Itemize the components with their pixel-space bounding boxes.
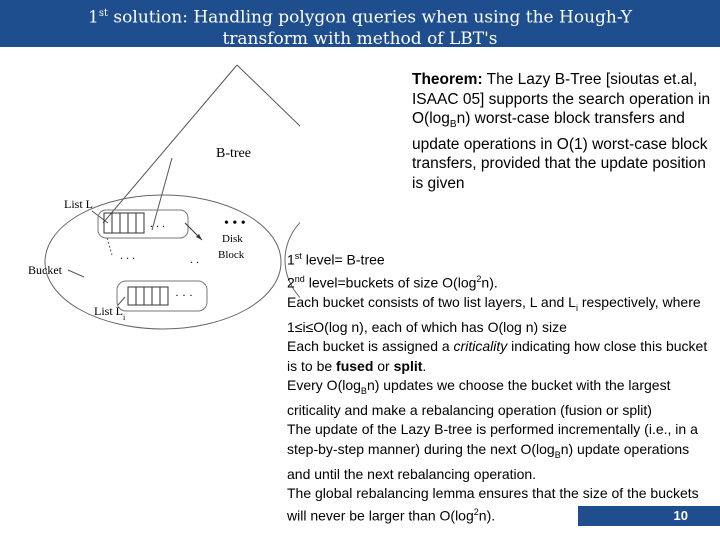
title-line-1: [0, 3, 720, 29]
block-label: Block: [218, 249, 245, 261]
incremental-text: The update of the Lazy B-tree is performed incrementally (i.e., in a step-by-step manner) during the next O(log: [287, 421, 698, 457]
criticality-text: Each bucket is assigned a: [287, 338, 454, 355]
body-text: [287, 247, 715, 526]
lazy-btree-diagram: [0, 55, 300, 335]
global-lemma-text: The global rebalancing lemma ensures that the size of the buckets will never be larger than O(log: [287, 484, 699, 524]
slide-title: [0, 0, 720, 47]
btree-right-edge: [237, 65, 300, 223]
title-line-2: transform with method of LBT's: [222, 28, 498, 49]
level-2-sup: nd: [294, 273, 305, 284]
middle-dots-small: . .: [190, 252, 199, 266]
list-li-label-sub: i: [123, 312, 126, 322]
level-2-line: [287, 270, 715, 293]
level-2-num: 2: [287, 274, 295, 291]
theorem-part-1: The Lazy B-Tree [sioutas et.al, ISAAC 05] supports the search operation in O(log: [412, 71, 711, 127]
bucket-pointer: [68, 270, 84, 277]
list-l-label: List L: [64, 197, 93, 211]
criticality-mid: indicating how close this bucket is to be: [287, 338, 708, 374]
rebalancing-text: Every O(log: [287, 376, 361, 393]
bucket-layers-rest: respectively, where 1≤i≤O(log n), each of which has O(log n) size: [287, 293, 701, 335]
theorem-text: [412, 70, 712, 193]
level-1-line: [287, 247, 715, 270]
theorem-part-2: n) worst-case block transfers and update operations in O(1) worst-case block transfers, provided that the update position is given: [412, 110, 708, 192]
btree-label: B-tree: [216, 146, 251, 161]
incremental-rest: n) update operations and until the next rebalancing operation.: [287, 440, 690, 482]
disk-label: Disk: [222, 233, 243, 245]
global-lemma-end: n).: [478, 507, 496, 524]
theorem-sub: B: [449, 119, 457, 131]
level-1-text: level= B-tree: [301, 251, 385, 268]
level-1-sup: st: [294, 251, 302, 261]
criticality-or: or: [373, 357, 394, 374]
global-lemma-exp: 2: [473, 507, 479, 518]
criticality-end: .: [422, 357, 427, 374]
btree-leaf-dots: • • •: [224, 216, 246, 231]
title-ordinal: 1: [88, 7, 99, 28]
level-1-num: 1: [287, 251, 295, 268]
bucket-label: Bucket: [28, 263, 62, 277]
level-2-exp: 2: [476, 273, 482, 284]
bucket-layers-sub: i: [575, 302, 578, 313]
list-l-dots: . . .: [150, 216, 165, 230]
split-term: split: [393, 357, 423, 374]
theorem-heading: Theorem:: [412, 71, 483, 88]
title-line-1-text: solution: Handling polygon queries when using the Hough-Y: [108, 7, 632, 28]
list-li-container: [117, 281, 207, 311]
criticality-paragraph: [287, 337, 715, 376]
list-li-label-text: List L: [94, 304, 123, 318]
rebalancing-paragraph: [287, 376, 715, 420]
list-l-block: [104, 213, 144, 233]
incremental-paragraph: [287, 420, 715, 484]
incremental-sub: B: [554, 449, 561, 460]
title-ordinal-sup: st: [98, 8, 109, 19]
fused-term: fused: [336, 357, 374, 374]
btree-left-edge: [103, 65, 237, 223]
bucket-layers-paragraph: [287, 293, 715, 337]
rebalancing-sub: B: [360, 385, 367, 396]
list-link-1: [107, 238, 112, 255]
level-2-end: n).: [481, 274, 498, 291]
criticality-term: criticality: [453, 338, 508, 355]
bucket-layers-text: Each bucket consists of two list layers, L and L: [287, 293, 576, 310]
level-2-text: level=buckets of size O(log: [304, 274, 477, 291]
page-number: 10: [578, 506, 720, 526]
middle-dots: . . .: [120, 248, 135, 262]
list-li-block: [128, 287, 168, 305]
rebalancing-rest: n) updates we choose the bucket with the largest criticality and make a rebalancing operation (fusion or split): [287, 376, 671, 418]
list-li-dots: · · ·: [175, 288, 193, 302]
